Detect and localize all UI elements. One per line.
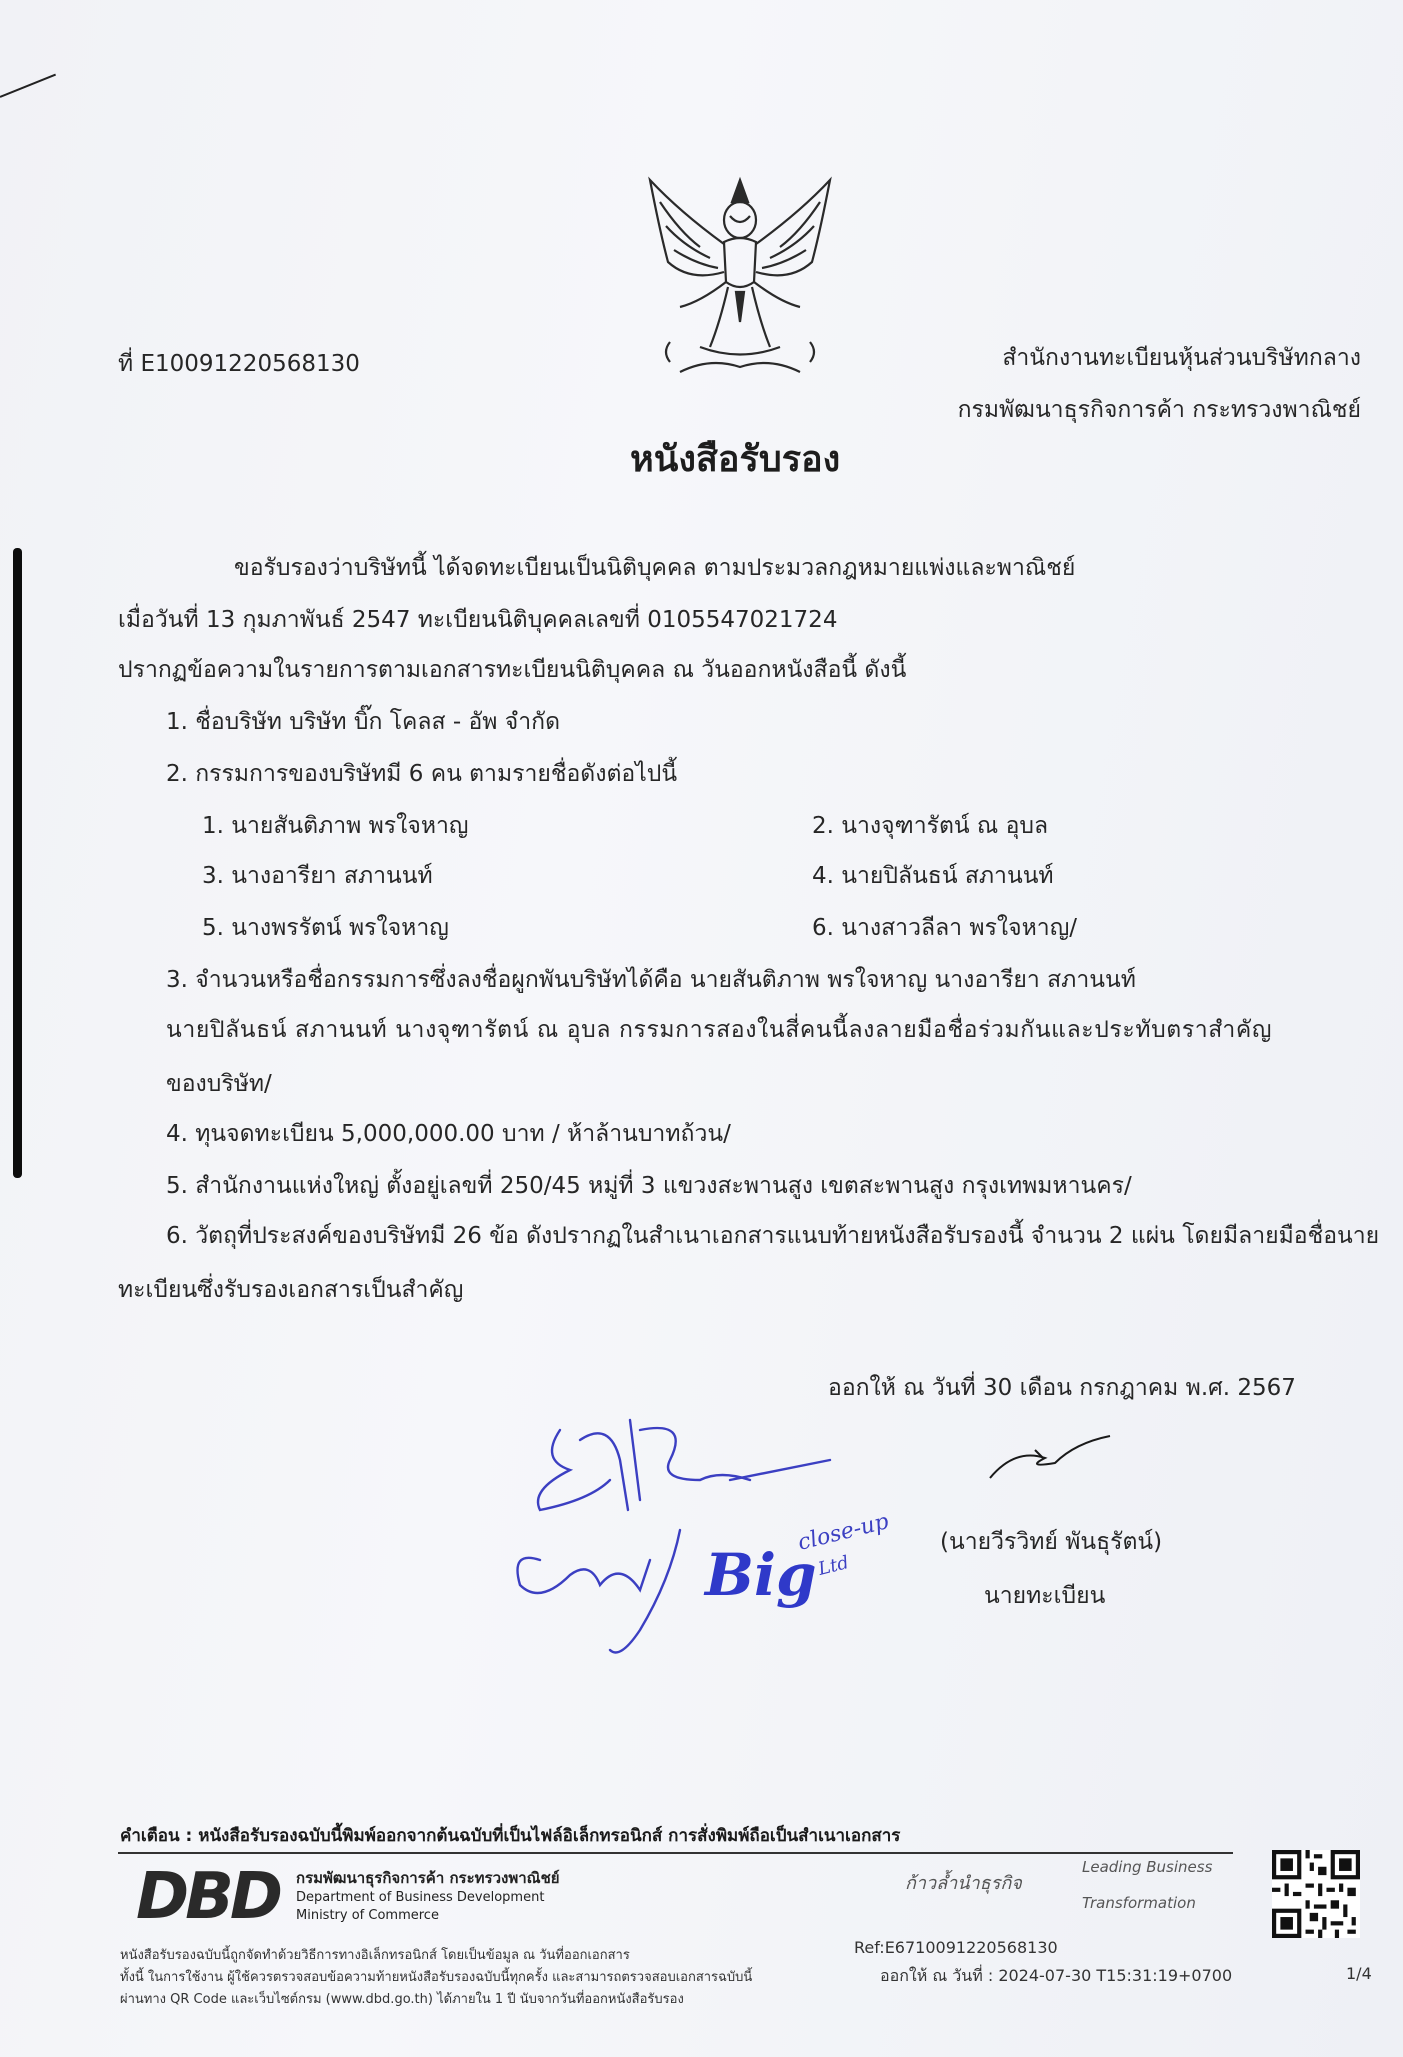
director-item: 4. นายปิลันธน์ สภานนท์ <box>812 863 1054 889</box>
motto-thai: ก้าวล้ำนำธุรกิจ <box>905 1873 1022 1894</box>
document-reference: ที่ E10091220568130 <box>118 351 360 377</box>
document-title: หนังสือรับรอง <box>630 439 841 480</box>
director-item: 6. นางสาวลีลา พรใจหาญ/ <box>812 915 1078 941</box>
footer-warning: คำเตือน : หนังสือรับรองฉบับนี้พิมพ์ออกจากต้นฉบับที่เป็นไฟล์อิเล็กทรอนิกส์ การสั่งพิมพ์ถือเป็นสำเนาเอกสาร <box>120 1826 901 1846</box>
item-authorized-signers-cont: นายปิลันธน์ สภานนท์ นางจุฑารัตน์ ณ อุบล กรรมการสองในสี่คนนี้ลงลายมือชื่อร่วมกันและประทับตราสำคัญ <box>166 1017 1273 1043</box>
dbd-logo: DBD <box>136 1860 280 1934</box>
footer-reference: Ref:E6710091220568130 <box>854 1938 1058 1957</box>
director-signatures <box>500 1400 980 1680</box>
intro-line-1: ขอรับรองว่าบริษัทนี้ ได้จดทะเบียนเป็นนิติบุคคล ตามประมวลกฎหมายแพ่งและพาณิชย์ <box>234 555 1076 581</box>
registrar-name: (นายวีรวิทย์ พันธุรัตน์) <box>940 1529 1163 1555</box>
page-number: 1/4 <box>1346 1964 1372 1983</box>
item-objectives-cont: ทะเบียนซึ่งรับรองเอกสารเป็นสำคัญ <box>118 1277 464 1303</box>
issue-date: ออกให้ ณ วันที่ 30 เดือน กรกฎาคม พ.ศ. 2567 <box>828 1375 1296 1401</box>
item-objectives: 6. วัตถุที่ประสงค์ของบริษัทมี 26 ข้อ ดังปรากฏในสำเนาเอกสารแนบท้ายหนังสือรับรองนี้ จำนวน 2 แผ่น โดยมีลายมือชื่อนาย <box>166 1223 1380 1249</box>
item-authorized-signers-end: ของบริษัท/ <box>166 1071 272 1097</box>
item-directors-count: 2. กรรมการของบริษัทมี 6 คน ตามรายชื่อดังต่อไปนี้ <box>166 761 678 787</box>
registrar-signature <box>985 1428 1115 1488</box>
svg-text:close-up: close-up <box>795 1509 892 1556</box>
footer-note-line-2: ทั้งนี้ ในการใช้งาน ผู้ใช้ควรตรวจสอบข้อความท้ายหนังสือรับรองฉบับนี้ทุกครั้ง และสามารถตรวจสอบเอกสารฉบับนี้ <box>120 1970 753 1985</box>
item-head-office: 5. สำนักงานแห่งใหญ่ ตั้งอยู่เลขที่ 250/45 หมู่ที่ 3 แขวงสะพานสูง เขตสะพานสูง กรุงเทพมหานคร/ <box>166 1173 1132 1199</box>
footer-divider <box>118 1852 1233 1854</box>
issuing-office: สำนักงานทะเบียนหุ้นส่วนบริษัทกลาง <box>1002 345 1361 371</box>
footer-note-line-1: หนังสือรับรองฉบับนี้ถูกจัดทำด้วยวิธีการทางอิเล็กทรอนิกส์ โดยเป็นข้อมูล ณ วันที่ออกเอกสาร <box>120 1948 630 1963</box>
director-item: 3. นางอารียา สภานนท์ <box>202 863 433 889</box>
slogan-line-2: Transformation <box>1082 1894 1196 1912</box>
slogan-line-1: Leading Business <box>1082 1858 1213 1876</box>
signature-text: Big <box>705 1541 817 1609</box>
department-name-english: Department of Business Development <box>296 1890 545 1905</box>
director-item: 5. นางพรรัตน์ พรใจหาญ <box>202 915 449 941</box>
item-registered-capital: 4. ทุนจดทะเบียน 5,000,000.00 บาท / ห้าล้านบาทถ้วน/ <box>166 1121 731 1147</box>
department-name-thai: กรมพัฒนาธุรกิจการค้า กระทรวงพาณิชย์ <box>296 1869 560 1887</box>
director-item: 1. นายสันติภาพ พรใจหาญ <box>202 813 469 839</box>
footer-note-line-3: ผ่านทาง QR Code และเว็บไซต์กรม (www.dbd.go.th) ได้ภายใน 1 ปี นับจากวันที่ออกหนังสือรับรอง <box>120 1992 684 2007</box>
director-item: 2. นางจุฑารัตน์ ณ อุบล <box>812 813 1049 839</box>
item-company-name: 1. ชื่อบริษัท บริษัท บิ๊ก โคลส - อัพ จำกัด <box>166 709 561 735</box>
item-authorized-signers: 3. จำนวนหรือชื่อกรรมการซึ่งลงชื่อผูกพันบริษัทได้คือ นายสันติภาพ พรใจหาญ นางอารียา สภานนท์ <box>166 967 1136 993</box>
ministry-name-english: Ministry of Commerce <box>296 1908 439 1923</box>
intro-line-2: เมื่อวันที่ 13 กุมภาพันธ์ 2547 ทะเบียนนิติบุคคลเลขที่ 0105547021724 <box>118 607 838 633</box>
registrar-position: นายทะเบียน <box>984 1583 1106 1609</box>
intro-line-3: ปรากฏข้อความในรายการตามเอกสารทะเบียนนิติบุคคล ณ วันออกหนังสือนี้ ดังนี้ <box>118 657 907 683</box>
issuing-department: กรมพัฒนาธุรกิจการค้า กระทรวงพาณิชย์ <box>957 397 1361 423</box>
qr-code-icon[interactable] <box>1272 1850 1360 1938</box>
footer-issued-timestamp: ออกให้ ณ วันที่ : 2024-07-30 T15:31:19+0700 <box>880 1966 1233 1985</box>
svg-text:Ltd: Ltd <box>816 1552 852 1580</box>
scan-edge-mark <box>13 548 22 1178</box>
garuda-emblem-icon <box>640 172 840 387</box>
